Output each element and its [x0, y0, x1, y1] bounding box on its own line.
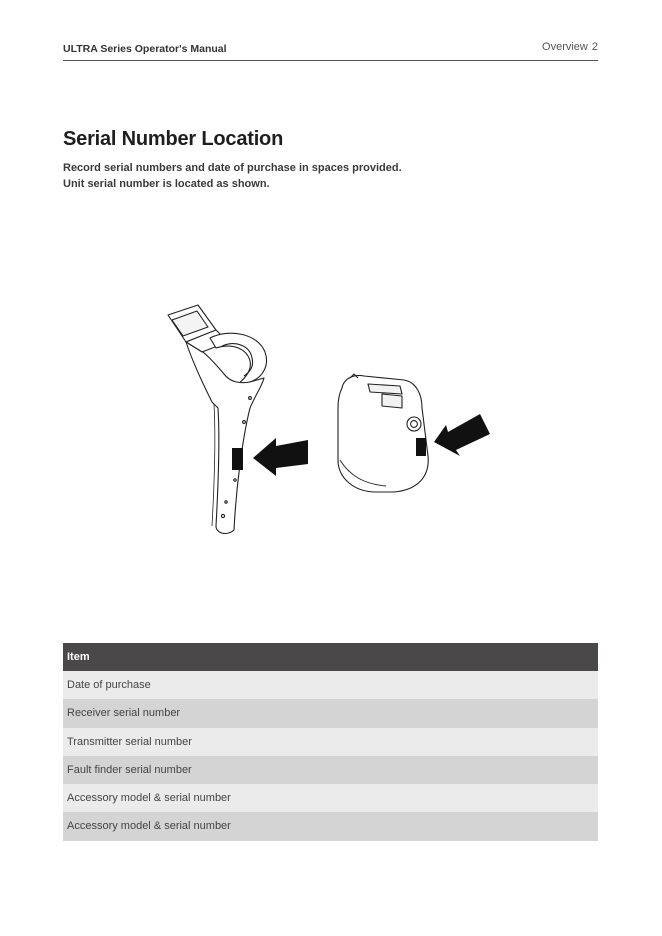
transmitter-device-drawing [338, 374, 428, 492]
table-row: Accessory model & serial number [63, 784, 598, 812]
receiver-serial-label-marker [232, 448, 243, 470]
serial-record-table [63, 643, 598, 841]
table-row: Accessory model & serial number [63, 812, 598, 840]
table-row: Fault finder serial number [63, 756, 598, 784]
manual-title: ULTRA Series Operator's Manual [63, 43, 227, 55]
serial-location-illustration [150, 290, 510, 550]
page-reference [538, 41, 598, 53]
table-header: Item [63, 643, 598, 671]
page-header [63, 40, 598, 61]
page-title: Serial Number Location [63, 128, 284, 150]
intro-line-1: Record serial numbers and date of purchase in spaces provided. [63, 162, 402, 174]
transmitter-serial-label-marker [416, 438, 426, 456]
page-number: 2 [591, 41, 598, 53]
receiver-device-drawing [168, 305, 267, 533]
table-row: Date of purchase [63, 671, 598, 699]
receiver-arrow [253, 438, 308, 476]
table-row: Receiver serial number [63, 699, 598, 727]
intro-line-2: Unit serial number is located as shown. [63, 178, 270, 190]
transmitter-arrow [434, 414, 490, 456]
table-row: Transmitter serial number [63, 728, 598, 756]
intro-text [63, 160, 402, 192]
section-name: Overview [542, 41, 588, 53]
